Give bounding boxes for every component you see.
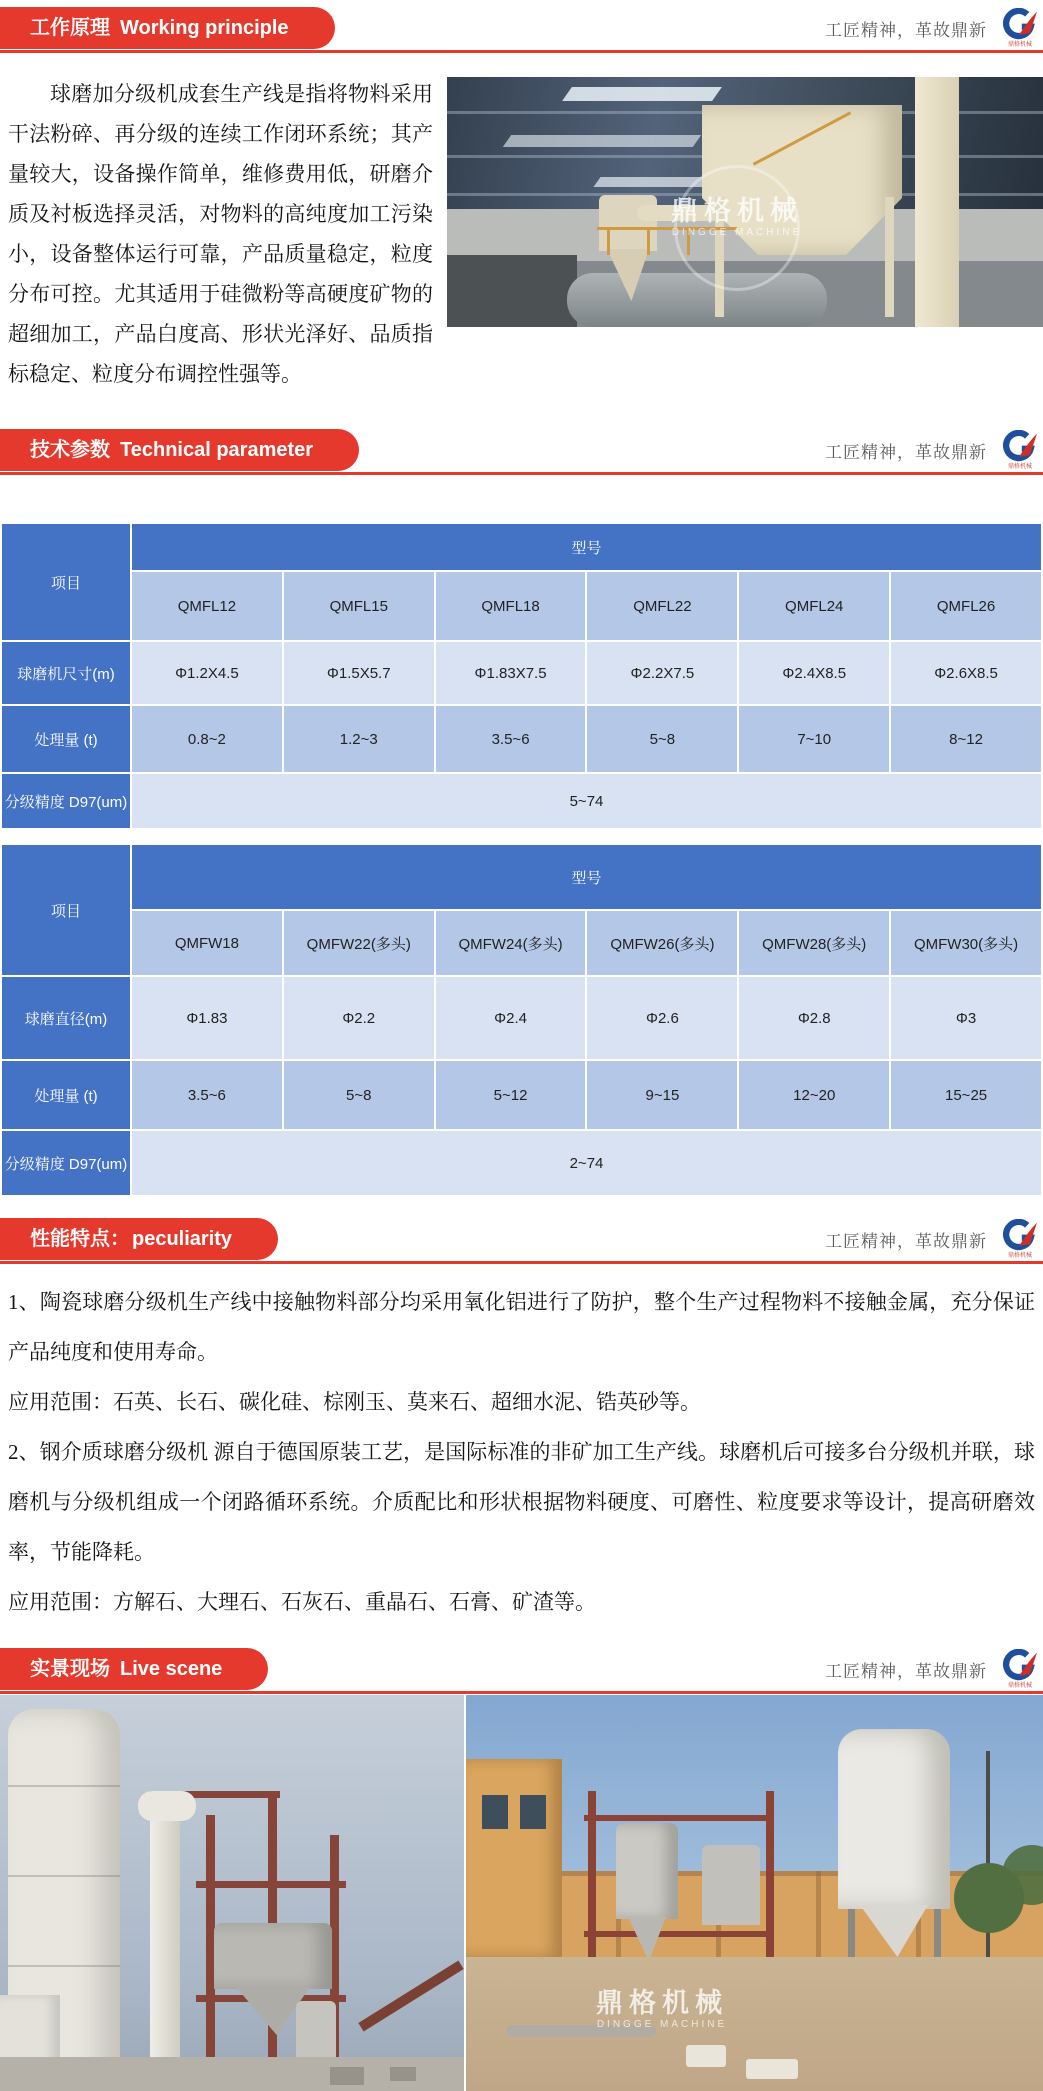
cell-value: Φ1.5X5.7	[283, 641, 435, 705]
brand-slogan: 工匠精神，革故鼎新	[825, 1661, 987, 1681]
brand-logo-icon	[997, 430, 1043, 471]
cell-value: 5~8	[283, 1060, 435, 1130]
cell-value: Φ3	[890, 976, 1042, 1060]
cell-merged-value: 2~74	[131, 1130, 1042, 1196]
brand-logo-caption: 鼎格机械	[1007, 463, 1032, 470]
banner-title-en: Working principle	[120, 17, 289, 39]
row-label-mill-size: 球磨机尺寸(m)	[1, 641, 131, 705]
cell-value: 8~12	[890, 705, 1042, 773]
section-divider-line	[0, 1691, 1043, 1694]
brand-logo-icon	[997, 1649, 1043, 1690]
photo-watermark	[627, 165, 847, 239]
section-divider-line	[0, 50, 1043, 53]
row-label-capacity: 处理量 (t)	[1, 1060, 131, 1130]
watermark-en: DINGGE MACHINE	[596, 2019, 728, 2031]
material-bag	[746, 2059, 798, 2079]
classifier-tank	[214, 1923, 332, 1989]
brand-slogan: 工匠精神，革故鼎新	[825, 20, 987, 40]
cell-merged-value: 5~74	[131, 773, 1042, 829]
section-header-live-scene	[0, 1641, 1043, 1695]
table-corner-label: 项目	[1, 523, 131, 641]
peculiarity-item: 1、陶瓷球磨分级机生产线中接触物料部分均采用氧化铝进行了防护，整个生产过程物料不接触金属，充分保证产品纯度和使用寿命。	[8, 1290, 1035, 1364]
model-name: QMFL18	[435, 571, 587, 641]
spec-table-qmfl	[0, 522, 1043, 830]
brand-slogan: 工匠精神，革故鼎新	[825, 442, 987, 462]
buffer-tank	[702, 1845, 760, 1925]
concrete-block	[390, 2067, 416, 2081]
row-label-mill-diameter: 球磨直径(m)	[1, 976, 131, 1060]
steel-beam	[584, 1931, 774, 1937]
roof-skylight	[562, 87, 722, 101]
classifier-cylinder	[616, 1823, 678, 1919]
model-name: QMFL26	[890, 571, 1042, 641]
model-name: QMFL12	[131, 571, 283, 641]
machine-dark-unit	[447, 255, 577, 327]
cell-value: 3.5~6	[435, 705, 587, 773]
peculiarity-application-range: 应用范围：石英、长石、碳化硅、棕刚玉、莫来石、超细水泥、锆英砂等。	[8, 1390, 701, 1414]
cell-value: 5~8	[586, 705, 738, 773]
cell-value: 9~15	[586, 1060, 738, 1130]
photo-watermark	[552, 1987, 772, 2031]
brand-logo-icon	[997, 1219, 1043, 1260]
section-divider-line	[0, 472, 1043, 475]
cell-value: 12~20	[738, 1060, 890, 1130]
cell-value: Φ2.4X8.5	[738, 641, 890, 705]
row-label-fineness: 分级精度 D97(um)	[1, 773, 131, 829]
section-header-working-principle	[0, 0, 1043, 54]
peculiarity-application-range: 应用范围：方解石、大理石、石灰石、重晶石、石膏、矿渣等。	[8, 1590, 596, 1614]
pipe-elbow	[138, 1791, 196, 1821]
model-name: QMFW30(多头)	[890, 910, 1042, 976]
cell-value: Φ2.4	[435, 976, 587, 1060]
peculiarity-banner	[0, 1218, 278, 1260]
banner-title-en: Live scene	[120, 1658, 223, 1680]
cell-value: Φ1.83	[131, 976, 283, 1060]
cell-value: 3.5~6	[131, 1060, 283, 1130]
cell-value: 7~10	[738, 705, 890, 773]
model-name: QMFW26(多头)	[586, 910, 738, 976]
section-divider-line	[0, 1261, 1043, 1264]
model-name: QMFW22(多头)	[283, 910, 435, 976]
watermark-cn: 鼎格机械	[671, 196, 803, 226]
brand-logo-caption: 鼎格机械	[1007, 1252, 1032, 1259]
cell-value: Φ2.6	[586, 976, 738, 1060]
model-name: QMFL15	[283, 571, 435, 641]
model-name: QMFW18	[131, 910, 283, 976]
live-scene-banner	[0, 1648, 268, 1690]
brand-logo-caption: 鼎格机械	[1007, 41, 1032, 48]
watermark-en: DINGGE MACHINE	[671, 227, 803, 239]
brand-logo-caption: 鼎格机械	[1007, 1682, 1032, 1689]
spec-table-qmfw	[0, 843, 1043, 1197]
ball-mill-cylinder	[567, 273, 827, 327]
photo-live-scene-right	[466, 1695, 1043, 2091]
cell-value: Φ1.83X7.5	[435, 641, 587, 705]
banner-title-cn: 实景现场	[30, 1658, 110, 1680]
brand-logo-icon	[997, 8, 1043, 49]
peculiarity-section	[0, 1265, 1043, 1641]
table-corner-label: 项目	[1, 844, 131, 976]
brand-slogan: 工匠精神，革故鼎新	[825, 1231, 987, 1251]
banner-title-cn: 性能特点：	[30, 1228, 130, 1250]
peculiarity-item: 2、钢介质球磨分级机 源自于德国原装工艺，是国际标准的非矿加工生产线。球磨机后可接多台分级机并联，球磨机与分级机组成一个闭路循环系统。介质配比和形状根据物料硬度、可磨性、粒度要求等设计，提高研磨效率，节能降耗。	[8, 1440, 1035, 1564]
model-header: 型号	[131, 523, 1042, 571]
cell-value: Φ2.6X8.5	[890, 641, 1042, 705]
access-stair	[358, 1960, 463, 2031]
silo-seam	[8, 1875, 120, 1877]
model-name: QMFL22	[586, 571, 738, 641]
live-scene-photos	[0, 1695, 1043, 2091]
building-window	[520, 1795, 546, 1829]
white-silo	[838, 1729, 950, 1909]
banner-title-en: Technical parameter	[120, 439, 314, 461]
model-name: QMFW28(多头)	[738, 910, 890, 976]
model-header: 型号	[131, 844, 1042, 910]
silo-seam	[8, 1785, 120, 1787]
row-label-fineness: 分级精度 D97(um)	[1, 1130, 131, 1196]
cell-value: Φ2.2X7.5	[586, 641, 738, 705]
section-header-peculiarity	[0, 1211, 1043, 1265]
vertical-duct	[915, 77, 959, 327]
material-bag	[686, 2045, 726, 2067]
banner-title-cn: 技术参数	[30, 439, 110, 461]
cell-value: 15~25	[890, 1060, 1042, 1130]
hopper-leg	[885, 197, 894, 317]
tan-building	[466, 1759, 562, 1957]
working-principle-paragraph: 球磨加分级机成套生产线是指将物料采用干法粉碎、再分级的连续工作闭环系统；其产量较大，设备操作简单，维修费用低，研磨介质及衬板选择灵活，对物料的高纯度加工污染小，设备整体运行可靠，产品质量稳定，粒度分布可控。尤其适用于硅微粉等高硬度矿物的超细加工，产品白度高、形状光泽好、品质指标稳定、粒度分布调控性强等。	[8, 82, 433, 386]
steel-beam	[584, 1815, 774, 1821]
cell-value: 0.8~2	[131, 705, 283, 773]
photo-live-scene-left	[0, 1695, 464, 2091]
section-header-technical-parameter	[0, 422, 1043, 476]
cell-value: Φ2.8	[738, 976, 890, 1060]
banner-title-cn: 工作原理	[30, 17, 110, 39]
cell-value: 1.2~3	[283, 705, 435, 773]
banner-title-en: peculiarity	[132, 1228, 233, 1250]
cell-value: Φ1.2X4.5	[131, 641, 283, 705]
railing-post	[607, 227, 610, 255]
concrete-block	[330, 2067, 364, 2085]
row-label-capacity: 处理量 (t)	[1, 705, 131, 773]
model-name: QMFL24	[738, 571, 890, 641]
working-principle-section	[0, 54, 1043, 400]
building-window	[482, 1795, 508, 1829]
model-name: QMFW24(多头)	[435, 910, 587, 976]
cell-value: Φ2.2	[283, 976, 435, 1060]
silo-seam	[8, 1965, 120, 1967]
cell-value: 5~12	[435, 1060, 587, 1130]
technical-parameter-banner	[0, 429, 359, 471]
watermark-cn: 鼎格机械	[596, 1988, 728, 2018]
white-vertical-pipe	[150, 1815, 180, 2071]
steel-beam	[196, 1881, 346, 1888]
working-principle-banner	[0, 7, 335, 49]
roof-skylight	[503, 135, 701, 147]
photo-working-principle	[447, 77, 1043, 327]
wall-pilaster	[816, 1871, 821, 1957]
